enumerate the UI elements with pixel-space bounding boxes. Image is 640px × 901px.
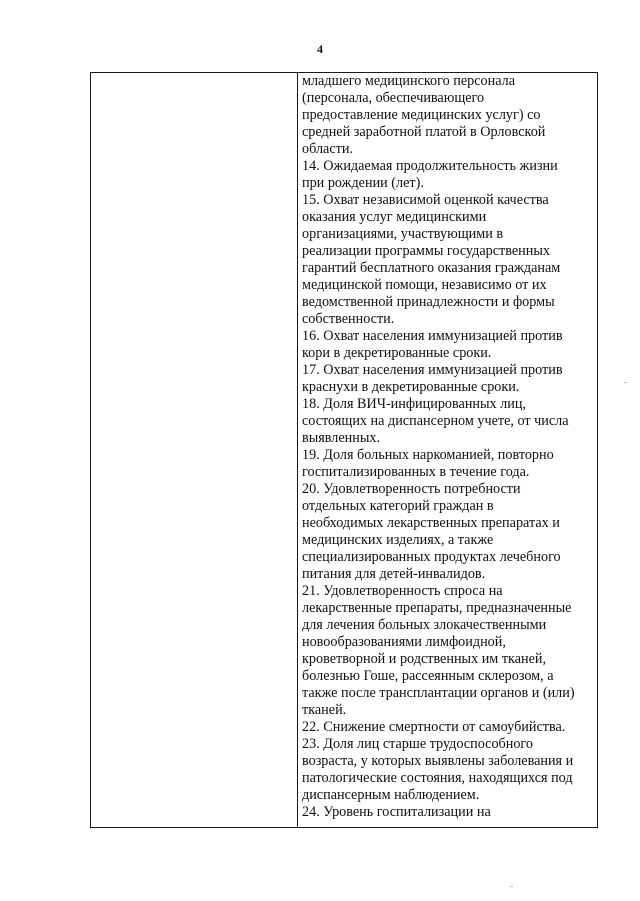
text-line: необходимых лекарственных препаратах и [302, 515, 560, 531]
scan-speck [510, 886, 513, 887]
text-line: 21. Удовлетворенность спроса на [302, 583, 503, 599]
text-line: предоставление медицинских услуг) со [302, 107, 541, 123]
list-item-15 [302, 192, 597, 328]
text-line: 20. Удовлетворенность потребности [302, 481, 521, 497]
text-line: младшего медицинского персонала [302, 73, 516, 89]
text-line: тканей. [302, 702, 347, 718]
text-line: 14. Ожидаемая продолжительность жизни [302, 158, 558, 174]
list-item-24 [302, 804, 597, 821]
text-line: при рождении (лет). [302, 175, 424, 191]
text-line: специализированных продуктах лечебного [302, 549, 561, 565]
scan-speck [624, 382, 627, 383]
list-item-16 [302, 328, 597, 362]
text-line: лекарственные препараты, предназначенные [302, 600, 572, 616]
text-line: выявленных. [302, 430, 381, 446]
page-number: 4 [317, 42, 323, 56]
text-line: состоящих на диспансерном учете, от числа [302, 413, 569, 429]
text-line: 23. Доля лиц старше трудоспособного [302, 736, 533, 752]
text-line: 18. Доля ВИЧ-инфицированных лиц, [302, 396, 526, 412]
list-item-21 [302, 583, 597, 719]
text-line: кори в декретированные сроки. [302, 345, 492, 361]
text-line: 24. Уровень госпитализации на [302, 804, 491, 820]
text-line: (персонала, обеспечивающего [302, 90, 485, 106]
text-line: средней заработной платой в Орловской [302, 124, 546, 140]
text-line: для лечения больных злокачественными [302, 617, 547, 633]
text-line: болезнью Гоше, рассеянным склерозом, а [302, 668, 554, 684]
text-line: 17. Охват населения иммунизацией против [302, 362, 563, 378]
text-line: ведомственной принадлежности и формы [302, 294, 555, 310]
list-item-19 [302, 447, 597, 481]
text-line: 15. Охват независимой оценкой качества [302, 192, 549, 208]
list-item-continuation [302, 73, 597, 158]
text-line: медицинских изделиях, а также [302, 532, 494, 548]
table-right-cell [298, 73, 597, 827]
text-line: организациями, участвующими в [302, 226, 504, 242]
text-line: возраста, у которых выявлены заболевания и [302, 753, 574, 769]
text-line: реализации программы государственных [302, 243, 550, 259]
list-item-20 [302, 481, 597, 583]
text-line: госпитализированных в течение года. [302, 464, 530, 480]
text-line: диспансерным наблюдением. [302, 787, 480, 803]
text-line: гарантий бесплатного оказания гражданам [302, 260, 561, 276]
document-table [90, 72, 598, 828]
text-line: 16. Охват населения иммунизацией против [302, 328, 563, 344]
text-line: краснухи в декретированные сроки. [302, 379, 520, 395]
text-line: кроветворной и родственных им тканей, [302, 651, 547, 667]
text-line: 19. Доля больных наркоманией, повторно [302, 447, 554, 463]
list-item-14 [302, 158, 597, 192]
list-item-22 [302, 719, 597, 736]
text-line: оказания услуг медицинскими [302, 209, 487, 225]
text-line: также после трансплантации органов и (или) [302, 685, 575, 701]
list-item-23 [302, 736, 597, 804]
text-line: патологические состояния, находящихся под [302, 770, 573, 786]
text-line: медицинской помощи, независимо от их [302, 277, 547, 293]
list-item-17 [302, 362, 597, 396]
table-left-cell [91, 73, 298, 827]
text-line: новообразованиями лимфоидной, [302, 634, 506, 650]
text-line: собственности. [302, 311, 395, 327]
text-line: 22. Снижение смертности от самоубийства. [302, 719, 566, 735]
text-line: отдельных категорий граждан в [302, 498, 494, 514]
text-line: области. [302, 141, 353, 157]
text-line: питания для детей-инвалидов. [302, 566, 486, 582]
list-item-18 [302, 396, 597, 447]
